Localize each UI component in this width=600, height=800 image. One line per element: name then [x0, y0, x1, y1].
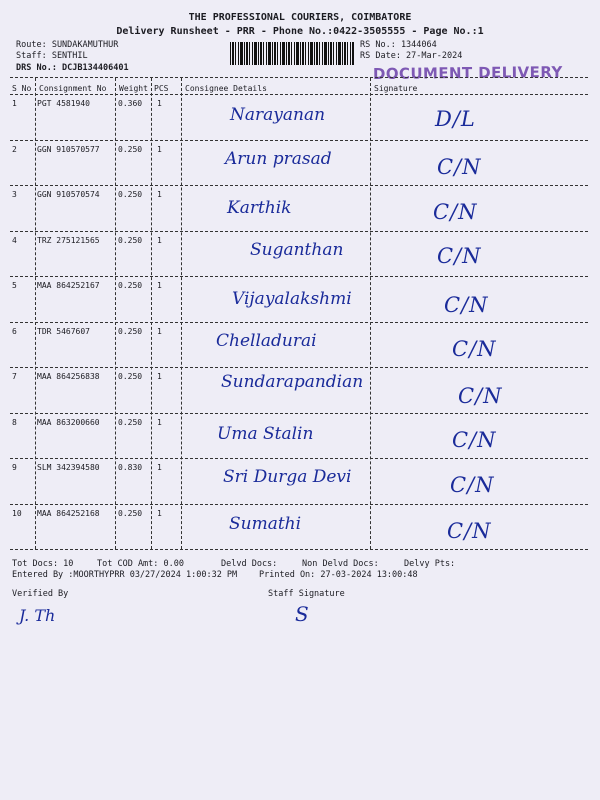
row-signature: C/N [437, 154, 482, 179]
row-consignment: MAA 864252168 [37, 508, 100, 518]
route-label: Route: SUNDAKAMUTHUR [16, 40, 119, 50]
delivery-points: Delvy Pts: [404, 559, 456, 569]
row-pcs: 1 [157, 144, 162, 154]
row-signature: C/N [452, 336, 497, 361]
row-sno: 7 [12, 372, 17, 381]
row-weight: 0.250 [118, 372, 143, 381]
row-pcs: 1 [157, 281, 162, 290]
row-divider [10, 458, 588, 459]
table-top-rule [10, 77, 588, 78]
row-divider [10, 549, 588, 550]
row-pcs: 1 [157, 99, 162, 108]
row-consignee: Uma Stalin [217, 423, 314, 444]
row-consignee: Chelladurai [216, 330, 317, 351]
row-consignee: Narayanan [230, 105, 326, 125]
verified-by-label: Verified By [12, 589, 69, 599]
row-consignment: MAA 864256838 [37, 372, 100, 381]
row-divider [10, 322, 588, 323]
rs-date: RS Date: 27-Mar-2024 [360, 51, 463, 61]
staff-label: Staff: SENTHIL [16, 51, 88, 61]
row-consignment: GGN 910570577 [37, 144, 100, 154]
column-header-sno: S No [12, 84, 32, 93]
row-sno: 9 [12, 463, 17, 472]
document-title: THE PROFESSIONAL COURIERS, COIMBATORE [188, 12, 412, 23]
row-divider [10, 140, 588, 141]
row-weight: 0.250 [118, 326, 143, 336]
row-signature: C/N [437, 243, 482, 268]
delivered-docs: Delvd Docs: [221, 559, 278, 569]
row-consignee: Sumathi [229, 513, 302, 534]
row-weight: 0.360 [118, 99, 143, 108]
row-consignment: TRZ 275121565 [37, 235, 100, 245]
document-subtitle: Delivery Runsheet - PRR - Phone No.:0422-3505555 - Page No.:1 [116, 26, 484, 37]
row-sno: 3 [12, 190, 17, 199]
verifier-signature: J. Th [19, 606, 56, 625]
column-header-consignment: Consignment No [39, 84, 107, 93]
row-signature: D/L [435, 107, 476, 131]
column-header-signature: Signature [374, 84, 418, 93]
row-consignment: MAA 864252167 [37, 281, 100, 290]
drs-number: DRS No.: DCJB134406401 [16, 63, 129, 73]
row-divider [10, 276, 588, 277]
row-sno: 2 [12, 144, 17, 154]
column-header-weight: Weight [119, 84, 148, 93]
row-consignee: Karthik [227, 198, 292, 218]
column-divider [115, 78, 116, 549]
row-pcs: 1 [157, 463, 162, 472]
non-delivered-docs: Non Delvd Docs: [302, 559, 379, 569]
row-consignee: Vijayalakshmi [232, 289, 352, 309]
row-signature: C/N [450, 473, 495, 497]
row-divider [10, 367, 588, 368]
row-sno: 8 [12, 417, 17, 427]
row-signature: C/N [447, 518, 492, 543]
row-consignee: Sri Durga Devi [223, 467, 352, 487]
row-sno: 5 [12, 281, 17, 290]
row-pcs: 1 [157, 417, 162, 427]
staff-signature-label: Staff Signature [268, 589, 345, 599]
row-consignment: PGT 4581940 [37, 99, 90, 108]
column-divider [35, 78, 36, 549]
row-consignment: MAA 863200660 [37, 417, 100, 427]
document-delivery-stamp: DOCUMENT DELIVERY [372, 63, 563, 83]
column-divider [181, 78, 182, 549]
table-header-rule [10, 94, 588, 95]
row-divider [10, 413, 588, 414]
row-sno: 4 [12, 235, 17, 245]
entered-by: Entered By :MOORTHYPRR 03/27/2024 1:00:32 PM [12, 570, 238, 580]
row-consignment: GGN 910570574 [37, 190, 100, 199]
row-pcs: 1 [157, 190, 162, 199]
row-pcs: 1 [157, 326, 162, 336]
row-consignee: Suganthan [250, 239, 344, 260]
row-weight: 0.250 [118, 235, 143, 245]
printed-on: Printed On: 27-03-2024 13:00:48 [259, 570, 418, 580]
column-divider [370, 78, 371, 549]
row-pcs: 1 [157, 508, 162, 518]
row-consignment: TDR 5467607 [37, 326, 90, 336]
total-docs: Tot Docs: 10 [12, 559, 74, 569]
row-weight: 0.250 [118, 417, 143, 427]
row-sno: 6 [12, 326, 17, 336]
row-weight: 0.250 [118, 281, 143, 290]
barcode [230, 42, 354, 65]
rs-number: RS No.: 1344064 [360, 40, 437, 50]
row-pcs: 1 [157, 235, 162, 245]
row-consignment: SLM 342394580 [37, 463, 100, 472]
column-divider [151, 78, 152, 549]
row-weight: 0.250 [118, 144, 143, 154]
row-consignee: Sundarapandian [221, 372, 364, 392]
column-header-pcs: PCS [154, 84, 169, 93]
total-cod-amount: Tot COD Amt: 0.00 [97, 559, 184, 569]
column-header-consignee: Consignee Details [185, 84, 267, 93]
row-divider [10, 504, 588, 505]
row-divider [10, 231, 588, 232]
row-signature: C/N [433, 200, 478, 224]
row-weight: 0.830 [118, 463, 143, 472]
row-sno: 10 [12, 508, 22, 518]
row-pcs: 1 [157, 372, 162, 381]
row-signature: C/N [452, 427, 497, 452]
row-sno: 1 [12, 99, 17, 108]
row-weight: 0.250 [118, 508, 143, 518]
row-divider [10, 185, 588, 186]
row-consignee: Arun prasad [225, 148, 332, 169]
staff-signature: S [295, 602, 309, 626]
row-signature: C/N [458, 384, 503, 408]
row-weight: 0.250 [118, 190, 143, 199]
row-signature: C/N [444, 293, 489, 317]
